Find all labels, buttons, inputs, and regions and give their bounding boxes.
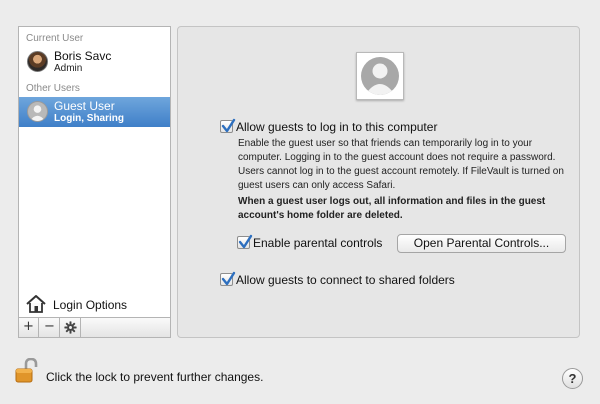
sidebar-toolbar [19,317,170,337]
users-sidebar [18,26,171,338]
login-options-item[interactable] [19,293,170,317]
user-role: Login, Sharing [54,113,124,124]
guest-description: Enable the guest user so that friends can temporarily log in to your computer. Logging in to the guest account does not require a password. Users cannot log in to the guest account remotely. If FileVault is turned on guest users can only access Safari. [238,138,564,191]
person-silhouette-icon [361,57,399,95]
guest-logout-warning: When a guest user logs out, all information and files in the guest account's home folder are deleted. [238,196,546,221]
current-user-header: Current User [26,33,84,44]
parental-controls-checkbox[interactable] [237,236,250,249]
checkmark-icon [220,271,236,287]
guest-avatar-icon [27,101,48,122]
shared-folders-checkbox[interactable] [220,273,233,286]
allow-guests-login-checkbox[interactable] [220,120,233,133]
checkmark-icon [237,234,253,250]
checkmark-icon [220,118,236,134]
add-user-button[interactable]: + [19,318,39,337]
user-avatar [27,51,48,72]
gear-button[interactable] [61,318,81,337]
lock-status-text: Click the lock to prevent further changes. [46,370,264,384]
house-icon [25,294,47,314]
user-row-current[interactable] [19,47,170,77]
user-role: Admin [54,63,83,74]
allow-guests-login-label: Allow guests to log in to this computer [236,120,438,134]
open-parental-controls-button[interactable]: Open Parental Controls... [397,234,566,253]
remove-user-button[interactable]: − [40,318,60,337]
login-options-label: Login Options [53,298,128,312]
guest-picture[interactable] [356,52,404,100]
user-name: Guest User [54,99,115,113]
user-row-guest[interactable] [19,97,170,127]
other-users-header: Other Users [26,83,80,94]
lock-open-icon[interactable] [15,358,39,384]
guest-settings-panel [177,26,580,338]
user-name: Boris Savc [54,49,112,63]
gear-icon [64,321,77,334]
help-button[interactable]: ? [562,368,583,389]
shared-folders-label: Allow guests to connect to shared folders [236,273,455,287]
parental-controls-label: Enable parental controls [253,236,383,250]
